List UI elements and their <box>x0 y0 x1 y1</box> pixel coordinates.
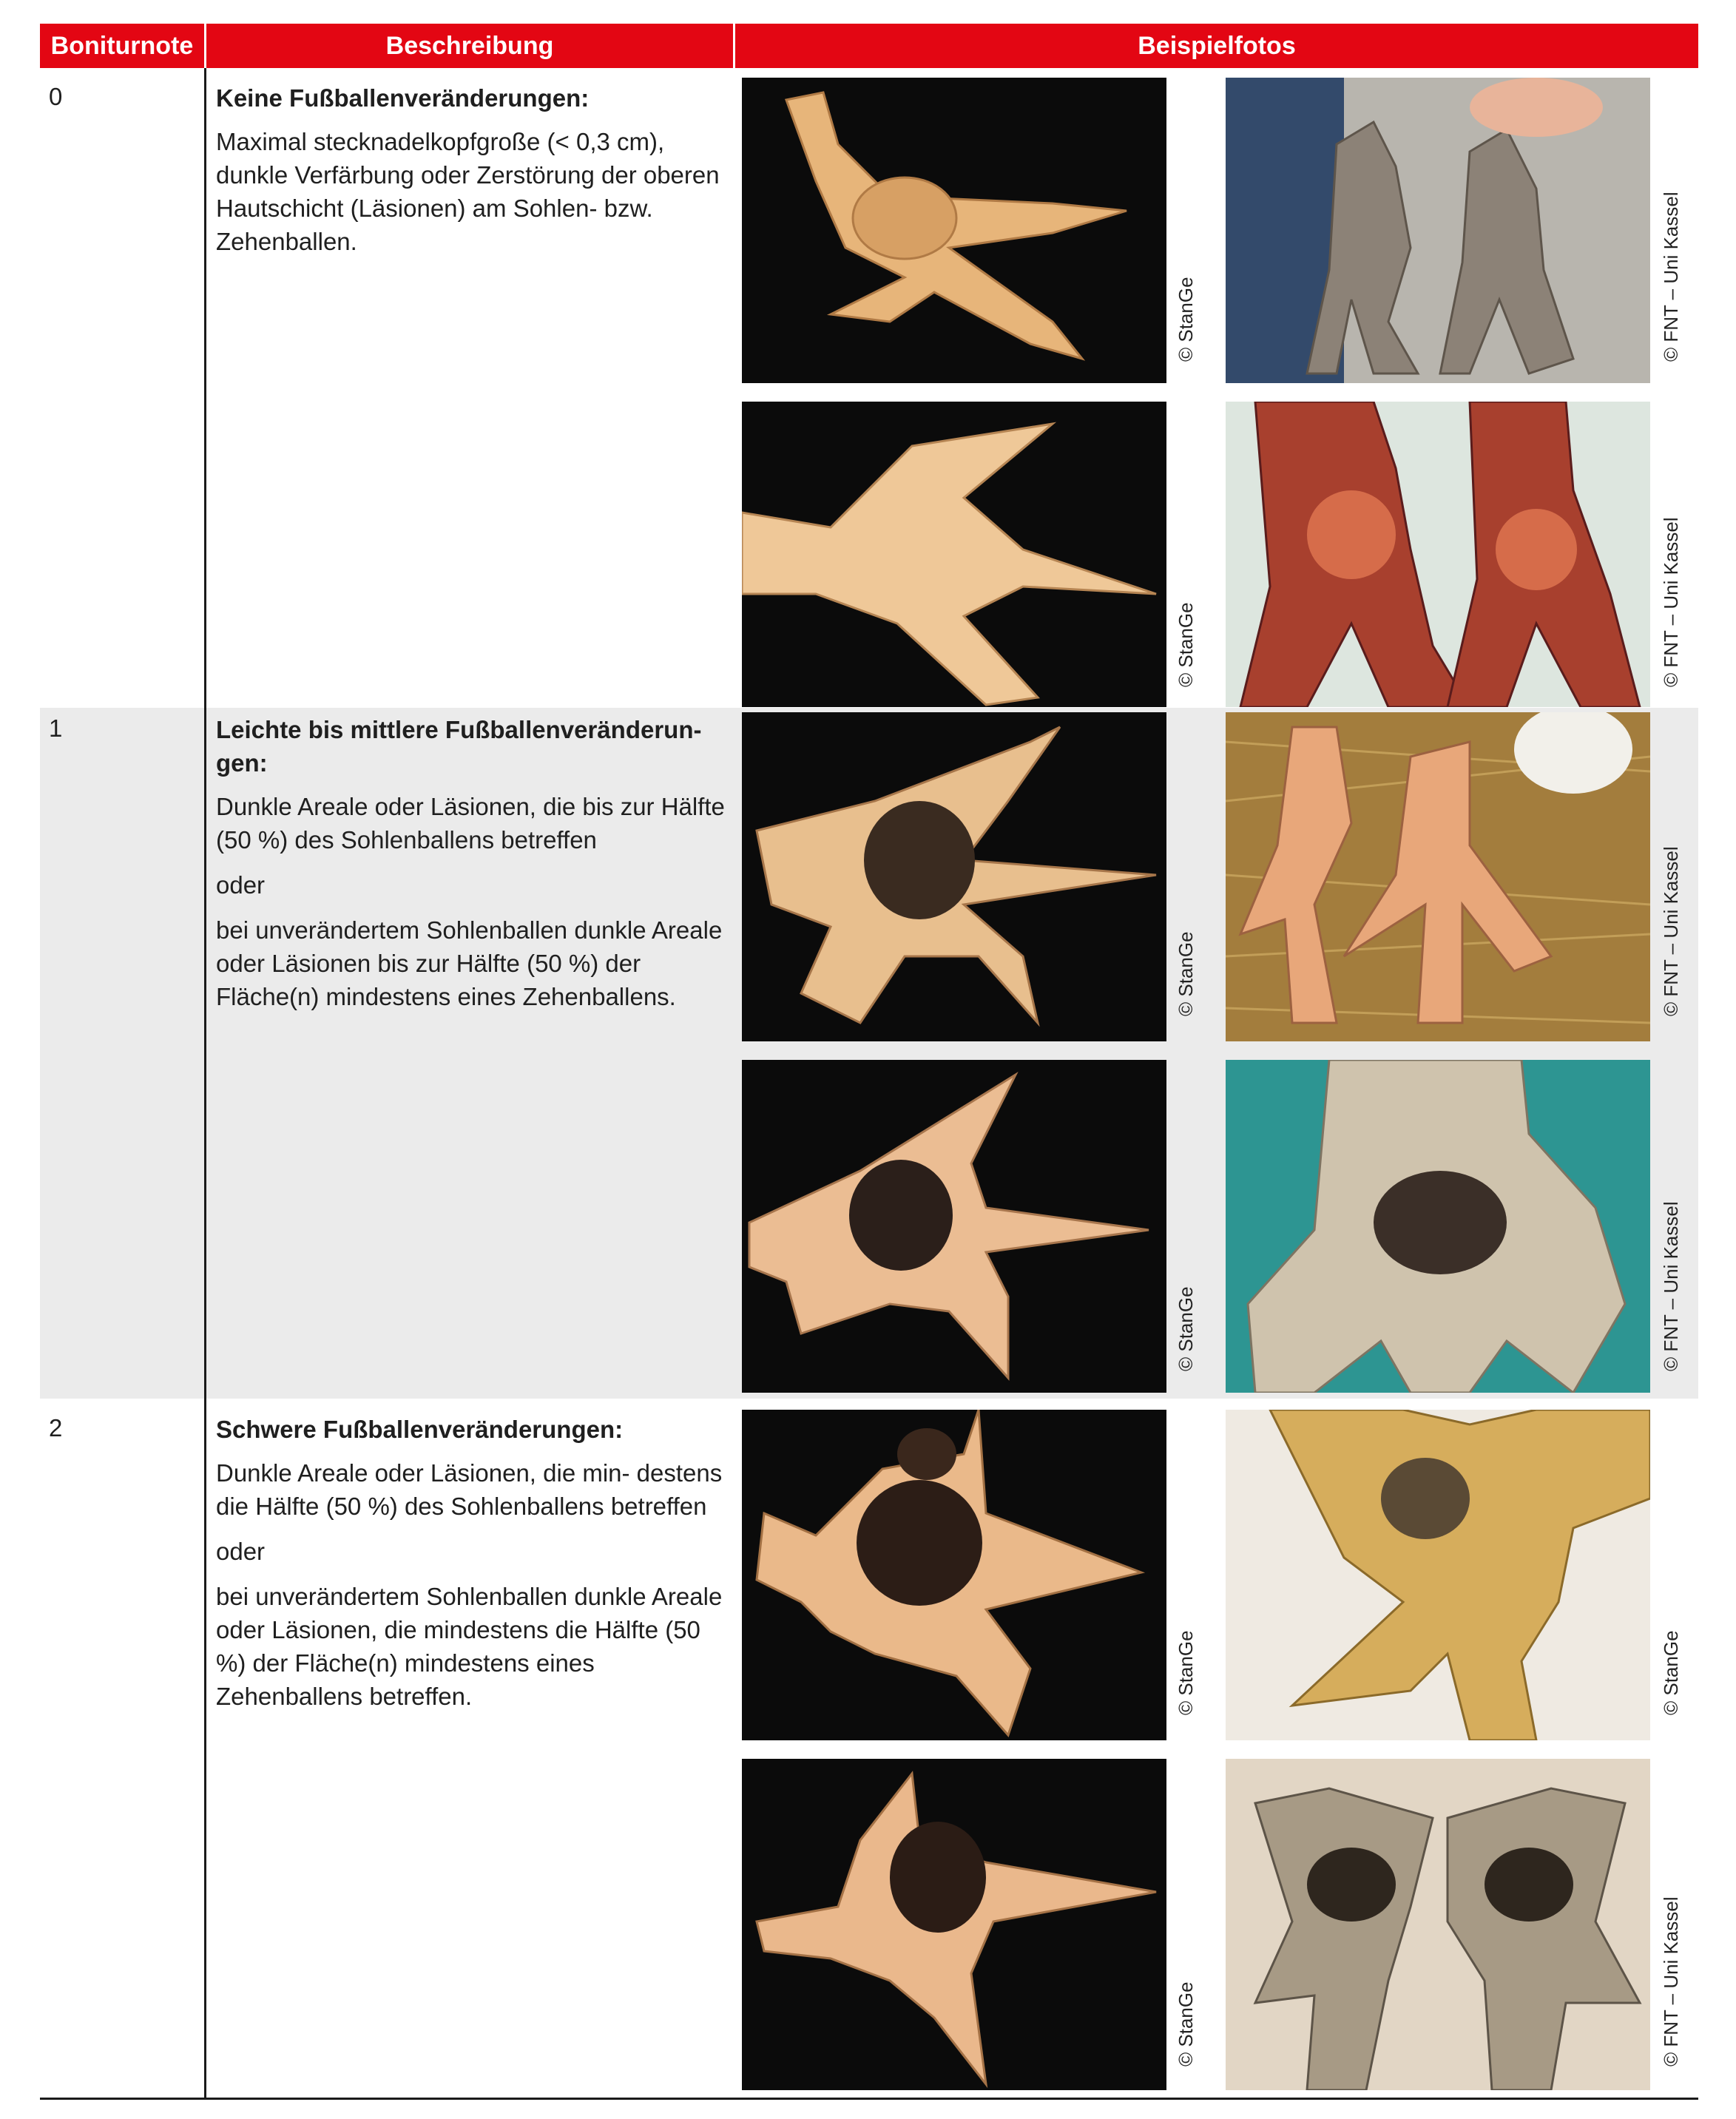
photo-credit: © FNT – Uni Kassel <box>1660 517 1682 687</box>
description-text: Dunkle Areale oder Läsionen, die min- destens die Hälfte (50 %) des Sohlenballens betreffen <box>216 1459 723 1520</box>
foot-illustration <box>742 712 1166 1041</box>
header-photos <box>735 24 1698 68</box>
photo-foot-grade1-studio-2 <box>742 1060 1166 1393</box>
grade-value: 1 <box>49 714 63 742</box>
header-description <box>206 24 733 68</box>
photo-credit: © StanGe <box>1175 1981 1197 2066</box>
foot-illustration <box>742 78 1166 383</box>
description-text: Dunkle Areale oder Läsionen, die bis zur Hälfte (50 %) des Sohlenballens betreffen <box>216 793 725 854</box>
photo-credit: © FNT – Uni Kassel <box>1660 846 1682 1016</box>
header-grade-label: Boniturnote <box>50 31 194 60</box>
header-photos-label: Beispielfotos <box>1138 31 1296 60</box>
description-text: oder <box>216 1538 266 1565</box>
description-text: bei unverändertem Sohlenballen dunkle Areale oder Läsionen, die mindestens die Hälfte (50 %) der Fläche(n) mindestens eines Zehenballens betreffen. <box>216 1583 723 1710</box>
photo-foot-grade0-studio-1 <box>742 78 1166 383</box>
photo-foot-grade0-studio-2 <box>742 402 1166 707</box>
photo-credit: © StanGe <box>1175 931 1197 1016</box>
grade-value: 2 <box>49 1414 63 1442</box>
description-title: Keine Fußballenveränderungen: <box>216 84 590 112</box>
description-block <box>216 713 734 1025</box>
foot-illustration <box>742 1410 1166 1740</box>
photo-foot-grade2-farm-2 <box>1226 1759 1650 2090</box>
photo-foot-grade0-farm-2 <box>1226 402 1650 707</box>
header-grade <box>40 24 204 68</box>
foot-illustration <box>1226 78 1650 383</box>
foot-illustration <box>1226 1060 1650 1393</box>
foot-illustration <box>742 1060 1166 1393</box>
photo-credit: © StanGe <box>1175 602 1197 687</box>
photo-foot-grade2-studio-1 <box>742 1410 1166 1740</box>
foot-illustration <box>1226 1759 1650 2090</box>
photo-foot-grade1-studio-1 <box>742 712 1166 1041</box>
foot-illustration <box>742 402 1166 707</box>
grade-value: 0 <box>49 83 63 110</box>
description-text: bei unverändertem Sohlenballen dunkle Areale oder Läsionen bis zur Hälfte (50 %) der Fläche(n) mindestens eines Zehenballens. <box>216 916 723 1010</box>
description-text: oder <box>216 871 266 899</box>
photo-foot-grade2-farm-1 <box>1226 1410 1650 1740</box>
photo-credit: © FNT – Uni Kassel <box>1660 1896 1682 2066</box>
foot-illustration <box>1226 712 1650 1041</box>
foot-illustration <box>742 1759 1166 2090</box>
photo-credit: © StanGe <box>1175 1286 1197 1371</box>
description-block <box>216 81 734 270</box>
foot-illustration <box>1226 402 1650 707</box>
photo-foot-grade1-farm-2 <box>1226 1060 1650 1393</box>
photo-credit: © FNT – Uni Kassel <box>1660 1201 1682 1371</box>
photo-foot-grade1-farm-1 <box>1226 712 1650 1041</box>
foot-illustration <box>1226 1410 1650 1740</box>
header-description-label: Beschreibung <box>385 31 554 60</box>
photo-foot-grade0-farm-1 <box>1226 78 1650 383</box>
table-bottom-rule <box>40 2098 1698 2100</box>
description-title: Schwere Fußballenveränderungen: <box>216 1416 624 1443</box>
column-rule <box>204 68 206 2100</box>
description-block <box>216 1413 734 1725</box>
description-title: Leichte bis mittlere Fußballenveränderun- gen: <box>216 716 702 777</box>
photo-credit: © StanGe <box>1175 277 1197 362</box>
photo-foot-grade2-studio-2 <box>742 1759 1166 2090</box>
photo-credit: © FNT – Uni Kassel <box>1660 192 1682 362</box>
photo-credit: © StanGe <box>1660 1630 1682 1715</box>
photo-credit: © StanGe <box>1175 1630 1197 1715</box>
description-text: Maximal stecknadelkopfgroße (< 0,3 cm), dunkle Verfärbung oder Zerstörung der oberen Hautschicht (Läsionen) am Sohlen- bzw. Zehenballen. <box>216 128 720 255</box>
